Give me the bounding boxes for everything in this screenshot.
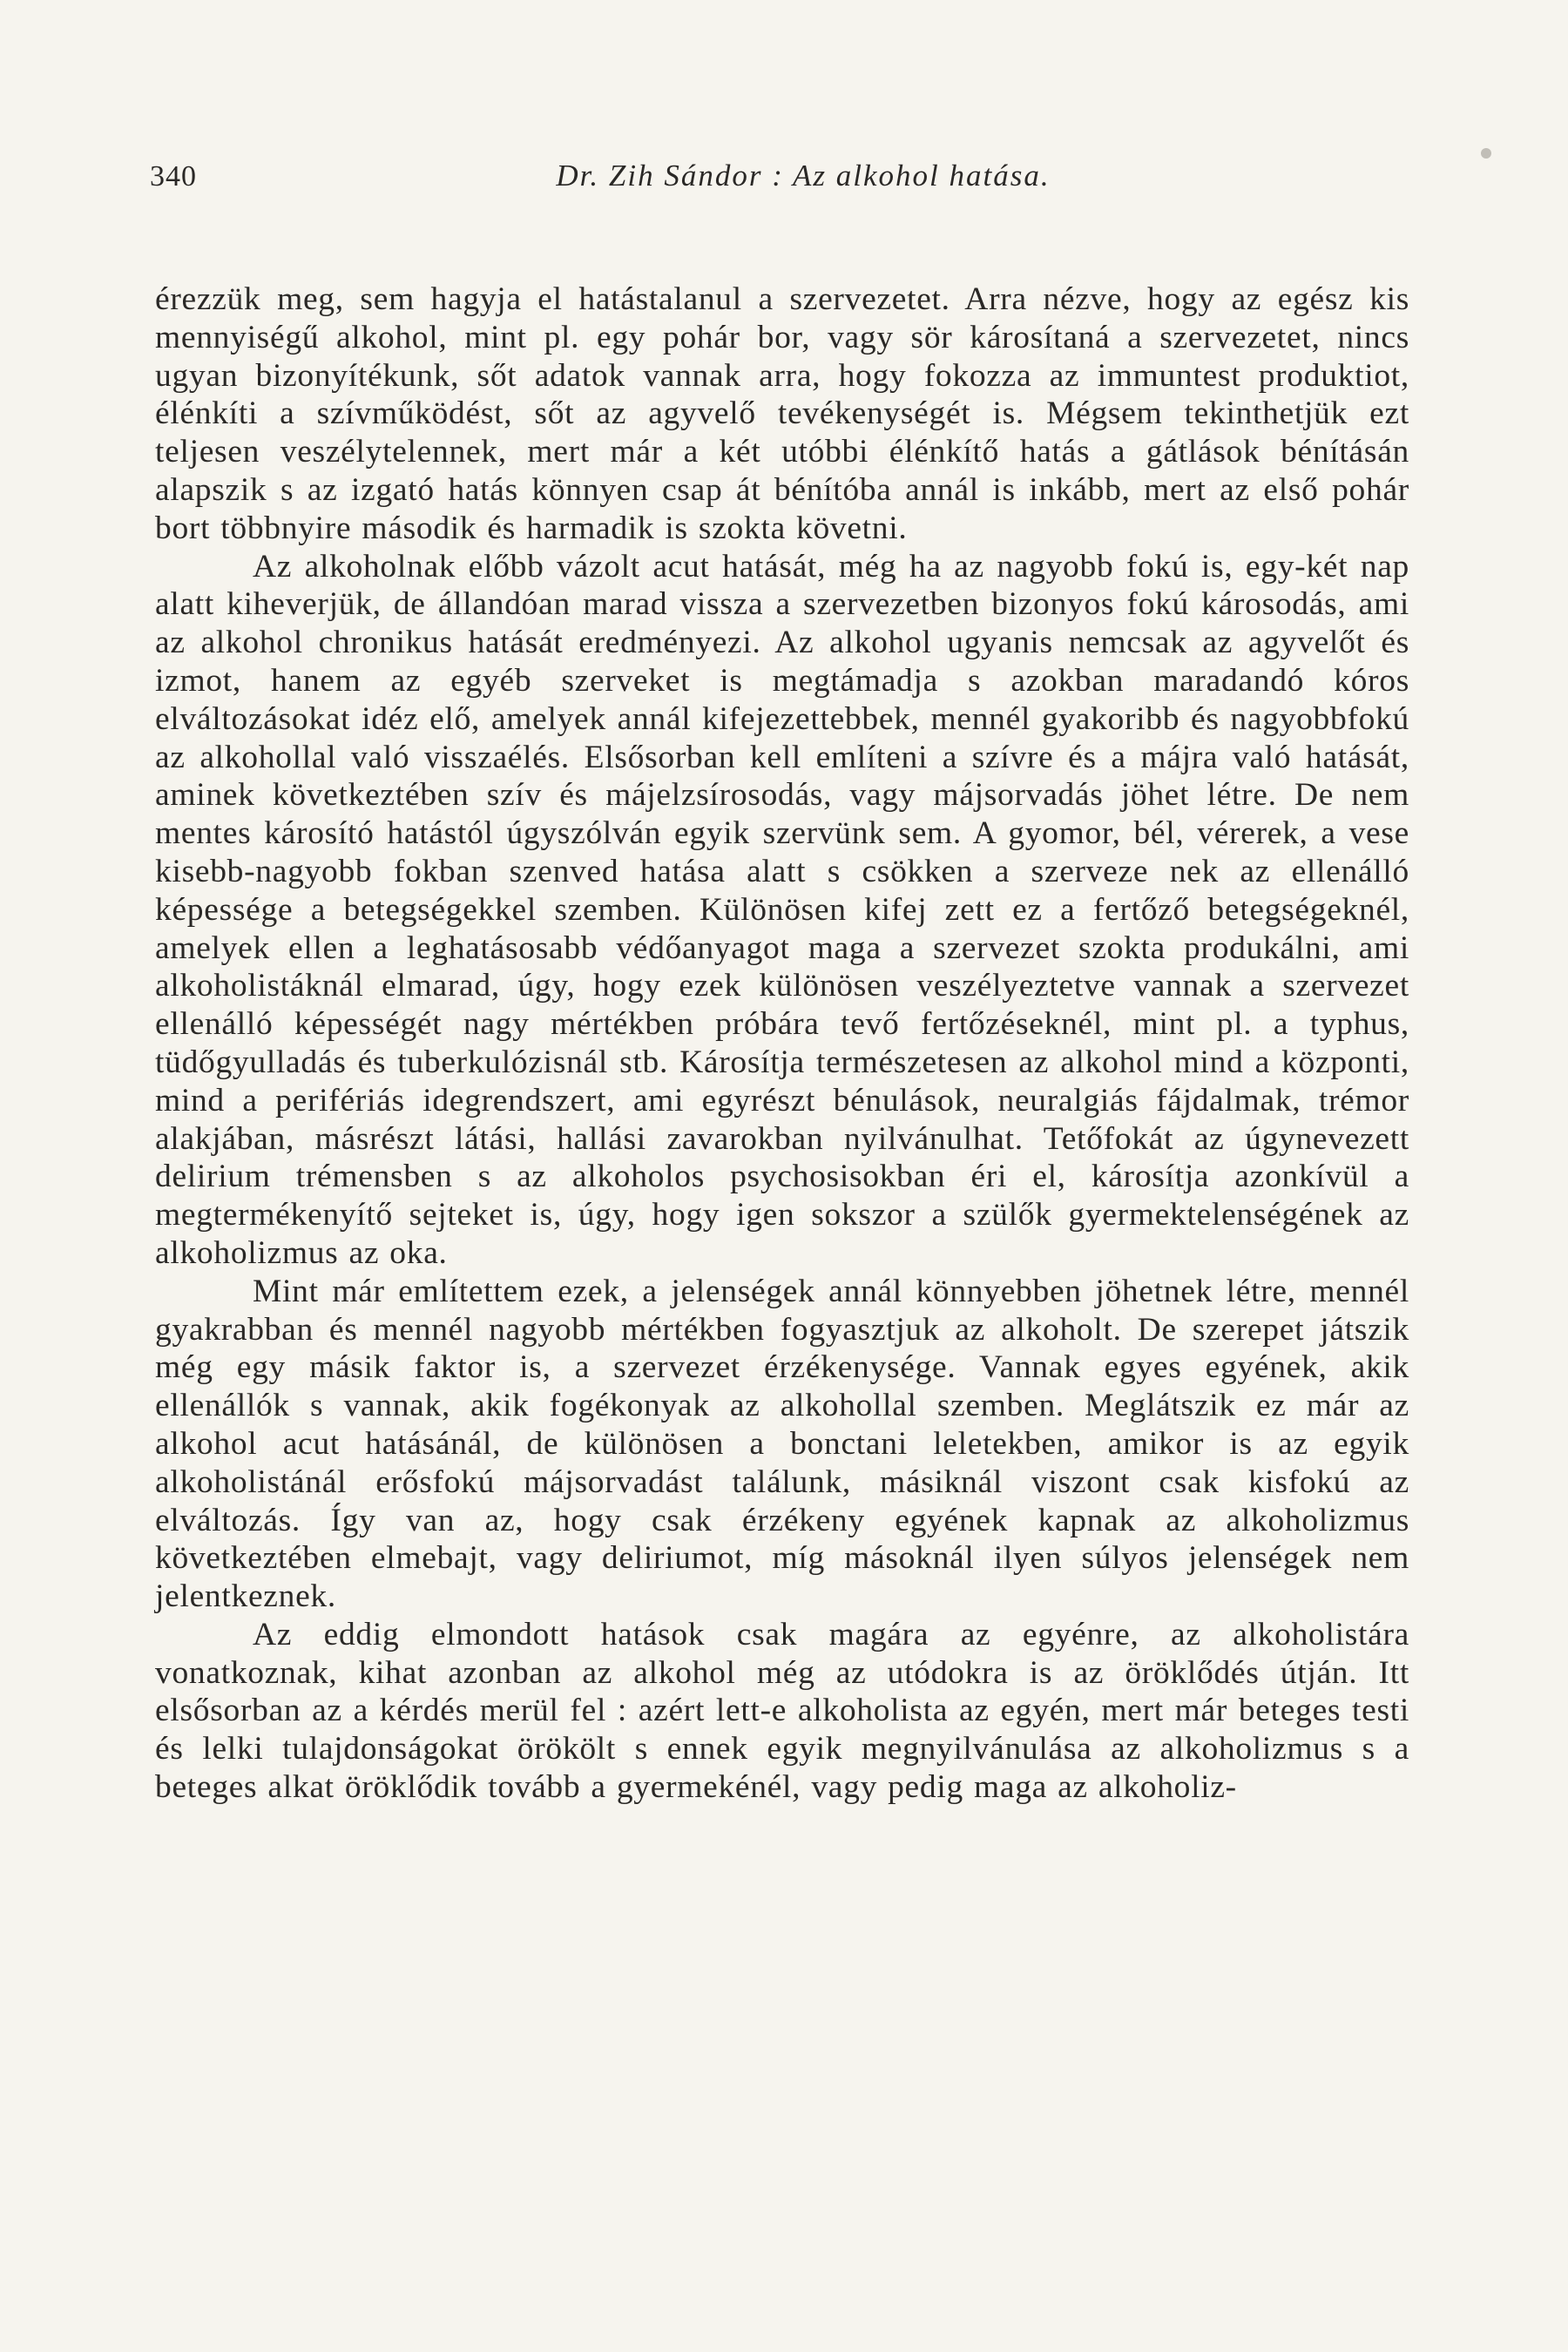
page-number: 340 xyxy=(150,160,197,193)
header-title: Dr. Zih Sándor : Az alkohol hatása. xyxy=(556,159,1051,193)
paragraph-sensitivity: Mint már említettem ezek, a jelenségek annál könnyebben jöhetnek létre, mennél gyakrabban és mennél nagyobb mértékben fogyasztjuk az alkoholt. De szerepet játszik még egy másik faktor is, a szervezet érzékenysége. Vannak egyes egyének, akik ellenállók s vannak, akik fogékonyak az alkohollal szemben. Meglátszik ez már az alkohol acut hatásánál, de különösen a bonctani leletekben, amikor is az egyik alkoholistánál erősfokú májsorvadást találunk, másiknál viszont csak kisfokú az elváltozás. Így van az, hogy csak érzékeny egyének kapnak az alkoholizmus következtében elmebajt, vagy deliriumot, míg másoknál ilyen súlyos jelenségek nem jelentkeznek. xyxy=(155,1273,1409,1615)
paragraph-chronic-effects: Az alkoholnak előbb vázolt acut hatását, még ha az nagyobb fokú is, egy-két nap alatt kiheverjük, de állandóan marad vissza a szervezetben bizonyos fokú károsodás, ami az alkohol chronikus hatását eredményezi. Az alkohol ugyanis nemcsak az agyvelőt és izmot, hanem az egyéb szerveket is megtámadja s azokban maradandó kóros elváltozásokat idéz elő, amelyek annál kifejezettebbek, mennél gyakoribb és nagyobbfokú az alkohollal való visszaélés. Elsősorban kell említeni a szívre és a májra való hatását, aminek következtében szív és májelzsírosodás, vagy májsorvadás jöhet létre. De nem mentes károsító hatástól úgyszólván egyik szervünk sem. A gyomor, bél, vérerek, a vese kisebb-nagyobb fokban szenved hatása alatt s csökken a szerveze nek az ellenálló képessége a betegségekkel szemben. Különösen kifej zett ez a fertőző betegségeknél, amelyek ellen a leghatásosabb védőanyagot maga a szervezet szokta produkálni, ami alkoholistáknál elmarad, úgy, hogy ezek különösen veszélyeztetve vannak a szervezet ellenálló képességét nagy mértékben próbára tevő fertőzéseknél, mint pl. a typhus, tüdőgyulladás és tuberkulózisnál stb. Károsítja természetesen az alkohol mind a központi, mind a perifériás idegrendszert, ami egyrészt bénulások, neuralgiás fájdalmak, trémor alakjában, másrészt látási, hallási zavarokban nyilvánulhat. Tetőfokát az úgynevezett delirium trémensben s az alkoholos psychosisokban éri el, károsítja azonkívül a megtermékenyítő sejteket is, úgy, hogy igen sokszor a szülők gyermektelenségének az alkoholizmus az oka. xyxy=(155,548,1409,1271)
paragraph-continued: érezzük meg, sem hagyja el hatástalanul a szervezetet. Arra nézve, hogy az egész kis mennyiségű alkohol, mint pl. egy pohár bor, vagy sör károsítaná a szervezetet, nincs ugyan bizonyítékunk, sőt adatok vannak arra, hogy fokozza az immuntest produktiot, élénkíti a szívműködést, sőt az agyvelő tevékenységét is. Mégsem tekinthetjük ezt teljesen veszélytelennek, mert már a két utóbbi élénkítő hatás a gátlások bénításán alapszik s az izgató hatás könnyen csap át bénítóba annál is inkább, mert az első pohár bort többnyire második és harmadik is szokta követni. xyxy=(155,281,1409,546)
running-head xyxy=(150,153,1422,206)
body-text xyxy=(155,280,1409,1807)
ink-smudge xyxy=(1481,148,1491,159)
paragraph-heredity: Az eddig elmondott hatások csak magára az egyénre, az alkoholistára vonatkoznak, kihat azonban az alkohol még az utódokra is az öröklődés útján. Itt elsősorban az a kérdés merül fel : azért lett-e alkoholista az egyén, mert már beteges testi és lelki tulajdonságokat örökölt s ennek egyik megnyilvánulása az alkoholizmus s a beteges alkat öröklődik tovább a gyermekénél, vagy pedig maga az alkoholiz- xyxy=(155,1616,1409,1806)
